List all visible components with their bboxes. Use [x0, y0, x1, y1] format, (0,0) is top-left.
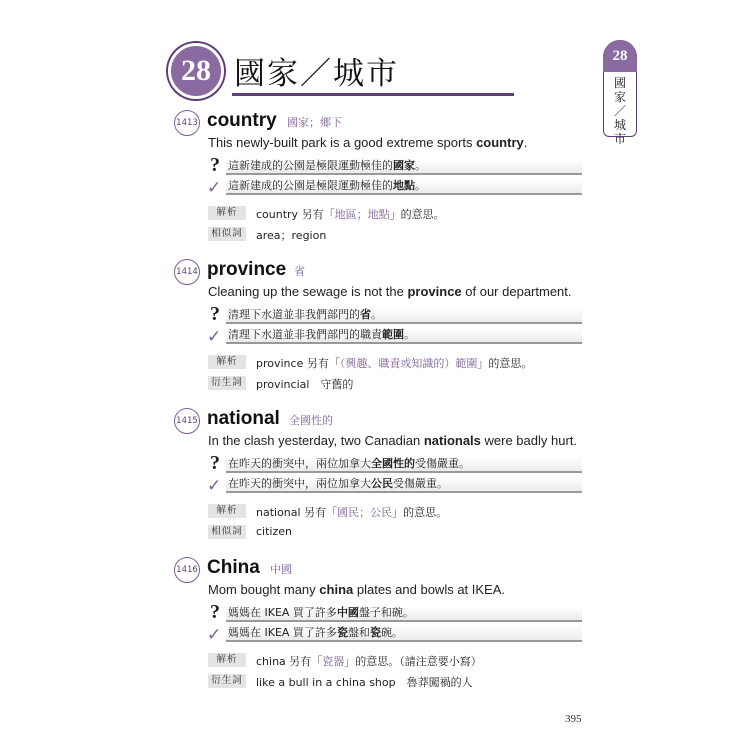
- note-text: china 另有「: [256, 655, 323, 668]
- translation-text: 媽媽在 IKEA 買了許多: [228, 606, 337, 619]
- checkmark-icon: ✓: [207, 178, 222, 198]
- note-highlight: 地區；地點: [334, 208, 390, 221]
- question-mark-icon: ?: [210, 452, 220, 474]
- entry-word: country: [207, 110, 277, 131]
- translation-text: 在昨天的衝突中，兩位加拿大: [228, 457, 371, 470]
- translation-keyword: 中國: [336, 606, 359, 619]
- wrong-translation: [226, 159, 582, 175]
- entry-number: 1414: [174, 259, 200, 285]
- side-tab-char: ／: [613, 104, 626, 118]
- translation-keyword: 國家: [393, 159, 415, 172]
- sentence-text: plates and bowls at IKEA.: [353, 582, 506, 597]
- wrong-translation: [226, 606, 582, 622]
- note-tag: 衍生詞: [208, 376, 246, 390]
- translation-text: 受傷嚴重。: [393, 477, 448, 490]
- translation-text: 這新建成的公園是極限運動極佳的: [228, 179, 393, 192]
- sentence-keyword: country: [476, 135, 524, 150]
- note-tag: 相似詞: [208, 227, 246, 241]
- translation-text: 在昨天的衝突中，兩位加拿大: [228, 477, 371, 490]
- sentence-text: In the clash yesterday, two Canadian: [208, 433, 424, 448]
- translation-text: 這新建成的公園是極限運動極佳的: [228, 159, 393, 172]
- translation-text: 清理下水道並非我們部門的: [228, 308, 360, 321]
- entry-word: China: [207, 557, 260, 578]
- note-highlight: 國民；公民: [337, 506, 393, 519]
- entry-chinese-meaning: 全國性的: [289, 414, 333, 427]
- sentence-keyword: province: [407, 284, 462, 299]
- question-mark-icon: ?: [210, 303, 220, 325]
- sentence-text: of our department.: [461, 284, 572, 299]
- analysis-note: [256, 653, 482, 669]
- translation-text: 碗。: [380, 626, 403, 639]
- note-tag: 衍生詞: [208, 674, 246, 688]
- sentence-text: were badly hurt.: [480, 433, 578, 448]
- example-sentence: [208, 433, 577, 448]
- side-tab-char: 城: [613, 118, 626, 132]
- checkmark-icon: ✓: [207, 625, 222, 645]
- translation-keyword: 全國性的: [371, 457, 415, 470]
- translation-text: 。: [415, 159, 426, 172]
- question-mark-icon: ?: [210, 154, 220, 176]
- translation-text: 。: [404, 328, 415, 341]
- sentence-text: Mom bought many: [208, 582, 320, 597]
- translation-text: 盤子和碗。: [358, 606, 414, 619]
- translation-text: 清理下水道並非我們部門的職責: [228, 328, 382, 341]
- chapter-title: 國家／城市: [234, 56, 399, 92]
- chapter-number-badge: 28: [168, 43, 224, 99]
- translation-keyword: 省: [360, 308, 371, 321]
- entry-chinese-meaning: 國家；鄉下: [287, 116, 342, 129]
- note-tag: 解析: [208, 206, 246, 220]
- example-sentence: [208, 284, 572, 299]
- wrong-translation: [226, 308, 582, 324]
- side-tab-number: 28: [603, 40, 637, 72]
- checkmark-icon: ✓: [207, 327, 222, 347]
- derived-word-note: like a bull in a china shop 魯莽闖禍的人: [256, 676, 473, 689]
- sentence-text: .: [523, 135, 528, 150]
- side-tab-char: 市: [613, 132, 626, 146]
- entry-chinese-meaning: 中國: [270, 563, 292, 576]
- note-tag: 解析: [208, 355, 246, 369]
- side-tab-char: 家: [613, 90, 626, 104]
- note-text: province 另有「: [256, 357, 340, 370]
- entry-word: national: [207, 408, 280, 429]
- entry-number: 1416: [174, 557, 200, 583]
- translation-text: 。: [415, 179, 426, 192]
- example-sentence: [208, 582, 505, 597]
- sentence-text: Cleaning up the sewage is not the: [208, 284, 408, 299]
- note-text: 」的意思。: [392, 506, 448, 519]
- correct-translation: [226, 179, 582, 195]
- note-highlight: 瓷器: [322, 655, 345, 668]
- note-text: country 另有「: [256, 208, 335, 221]
- translation-keyword: 公民: [371, 477, 393, 490]
- sentence-keyword: nationals: [423, 433, 481, 448]
- related-word-note: citizen: [256, 525, 292, 538]
- chapter-title-underline: [232, 93, 514, 96]
- analysis-note: [256, 355, 532, 371]
- entry-chinese-meaning: 省: [294, 265, 305, 278]
- translation-text: 。: [371, 308, 382, 321]
- translation-keyword: 地點: [393, 179, 415, 192]
- translation-keyword: 瓷: [336, 626, 348, 639]
- note-text: 」的意思。（請注意要小寫）: [344, 655, 482, 668]
- wrong-translation: [226, 457, 582, 473]
- entry-number: 1415: [174, 408, 200, 434]
- sentence-text: This newly-built park is a good extreme sports: [208, 135, 477, 150]
- translation-keyword: 瓷: [369, 626, 381, 639]
- question-mark-icon: ?: [210, 601, 220, 623]
- translation-text: 盤和: [347, 626, 370, 639]
- note-tag: 解析: [208, 504, 246, 518]
- note-text: national 另有「: [256, 506, 338, 519]
- side-tab-char: 國: [613, 76, 626, 90]
- translation-text: 受傷嚴重。: [415, 457, 470, 470]
- entry-word: province: [207, 259, 287, 280]
- note-text: 」的意思。: [477, 357, 533, 370]
- note-highlight: （興趣、職責或知識的）範圍: [339, 357, 478, 370]
- example-sentence: [208, 135, 527, 150]
- translation-text: 媽媽在 IKEA 買了許多: [228, 626, 337, 639]
- page-number: 395: [565, 713, 582, 725]
- correct-translation: [226, 328, 582, 344]
- checkmark-icon: ✓: [207, 476, 222, 496]
- translation-keyword: 範圍: [382, 328, 404, 341]
- correct-translation: [226, 477, 582, 493]
- correct-translation: [226, 626, 582, 642]
- related-word-note: area；region: [256, 229, 327, 242]
- note-tag: 相似詞: [208, 525, 246, 539]
- entry-number: 1413: [174, 110, 200, 136]
- derived-word-note: provincial 守舊的: [256, 378, 354, 391]
- analysis-note: [256, 206, 445, 222]
- note-text: 」的意思。: [389, 208, 445, 221]
- note-tag: 解析: [208, 653, 246, 667]
- side-tab-title: [603, 76, 637, 146]
- analysis-note: [256, 504, 447, 520]
- sentence-keyword: china: [319, 582, 354, 597]
